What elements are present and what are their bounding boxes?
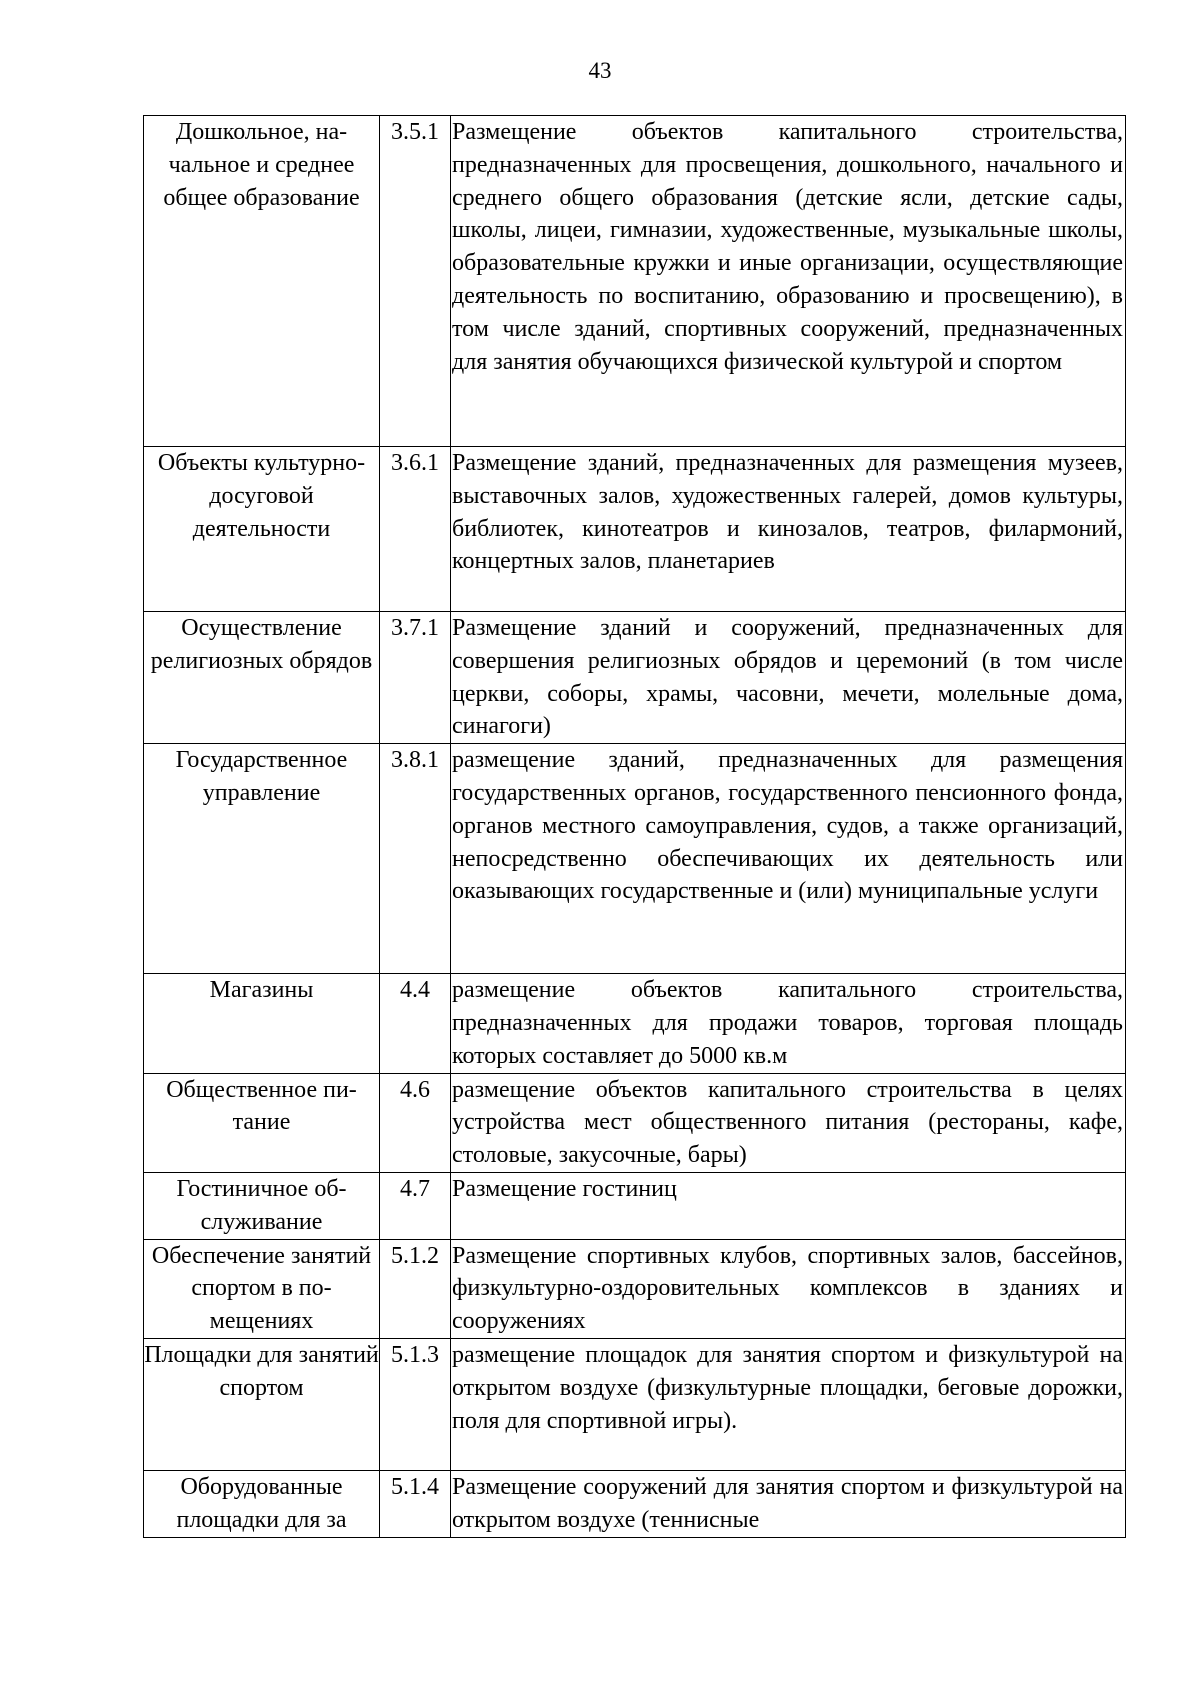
use-type-code: 4.7 [380, 1172, 451, 1239]
use-type-code: 5.1.3 [380, 1338, 451, 1470]
use-type-description: размещение объектов капитального строительства в целях устройства мест общественного питания (рестораны, кафе, столовые, закусочные, бары) [451, 1073, 1126, 1172]
use-type-description: размещение площадок для занятия спортом и физкультурой на открытом воздухе (физкультурные площадки, беговые дорожки, поля для спортивной игры). [451, 1338, 1126, 1470]
use-type-code: 3.5.1 [380, 116, 451, 447]
table-row [144, 1470, 1126, 1537]
use-type-name: Гостиничное обслуживание [144, 1172, 380, 1239]
use-type-name: Государственное управление [144, 744, 380, 974]
table-row [144, 1239, 1126, 1338]
use-type-name: Осуществление религиозных обрядов [144, 612, 380, 744]
table-row [144, 1338, 1126, 1470]
page-number: 43 [588, 58, 612, 83]
table-row [144, 1073, 1126, 1172]
use-type-description: Размещение объектов капитального строительства, предназначенных для просвещения, дошкольного, начального и среднего общего образования (детские ясли, детские сады, школы, лицеи, гимназии, художественные, музыкальные школы, образовательные кружки и иные организации, осуществляющие деятельность по воспитанию, образованию и просвещению), в том числе зданий, спортивных сооружений, предназначенных для занятия обучающихся физической культурой и спортом [451, 116, 1126, 447]
use-type-code: 5.1.2 [380, 1239, 451, 1338]
use-type-name: Оборудованные площадки для за [144, 1470, 380, 1537]
use-type-code: 4.6 [380, 1073, 451, 1172]
table-row [144, 116, 1126, 447]
land-use-table [143, 115, 1126, 1538]
use-type-description: размещение зданий, предназначенных для размещения государственных органов, государственного пенсионного фонда, органов местного самоуправления, судов, а также организаций, непосредственно обеспечивающих их деятельность или оказывающих государственные и (или) муниципальные услуги [451, 744, 1126, 974]
table-row [144, 974, 1126, 1073]
table-row [144, 447, 1126, 612]
use-type-code: 4.4 [380, 974, 451, 1073]
use-type-name: Объекты культурно-досуговой деятельности [144, 447, 380, 612]
use-type-name: Общественное питание [144, 1073, 380, 1172]
use-type-name: Магазины [144, 974, 380, 1073]
table-row [144, 612, 1126, 744]
use-type-name: Обеспечение занятий спортом в помещениях [144, 1239, 380, 1338]
use-type-description: Размещение сооружений для занятия спортом и физкультурой на открытом воздухе (теннисные [451, 1470, 1126, 1537]
use-type-code: 3.8.1 [380, 744, 451, 974]
table-row [144, 1172, 1126, 1239]
use-type-description: Размещение гостиниц [451, 1172, 1126, 1239]
use-type-name: Площадки для занятий спортом [144, 1338, 380, 1470]
use-type-code: 3.7.1 [380, 612, 451, 744]
use-type-code: 3.6.1 [380, 447, 451, 612]
use-type-code: 5.1.4 [380, 1470, 451, 1537]
table-row [144, 744, 1126, 974]
use-type-name: Дошкольное, начальное и среднее общее образование [144, 116, 380, 447]
use-type-description: Размещение спортивных клубов, спортивных залов, бассейнов, физкультурно-оздоровительных комплексов в зданиях и сооружениях [451, 1239, 1126, 1338]
use-type-description: Размещение зданий и сооружений, предназначенных для совершения религиозных обрядов и церемоний (в том числе церкви, соборы, храмы, часовни, мечети, молельные дома, синагоги) [451, 612, 1126, 744]
use-type-description: Размещение зданий, предназначенных для размещения музеев, выставочных залов, художественных галерей, домов культуры, библиотек, кинотеатров и кинозалов, театров, филармоний, концертных залов, планетариев [451, 447, 1126, 612]
use-type-description: размещение объектов капитального строительства, предназначенных для продажи товаров, торговая площадь которых составляет до 5000 кв.м [451, 974, 1126, 1073]
